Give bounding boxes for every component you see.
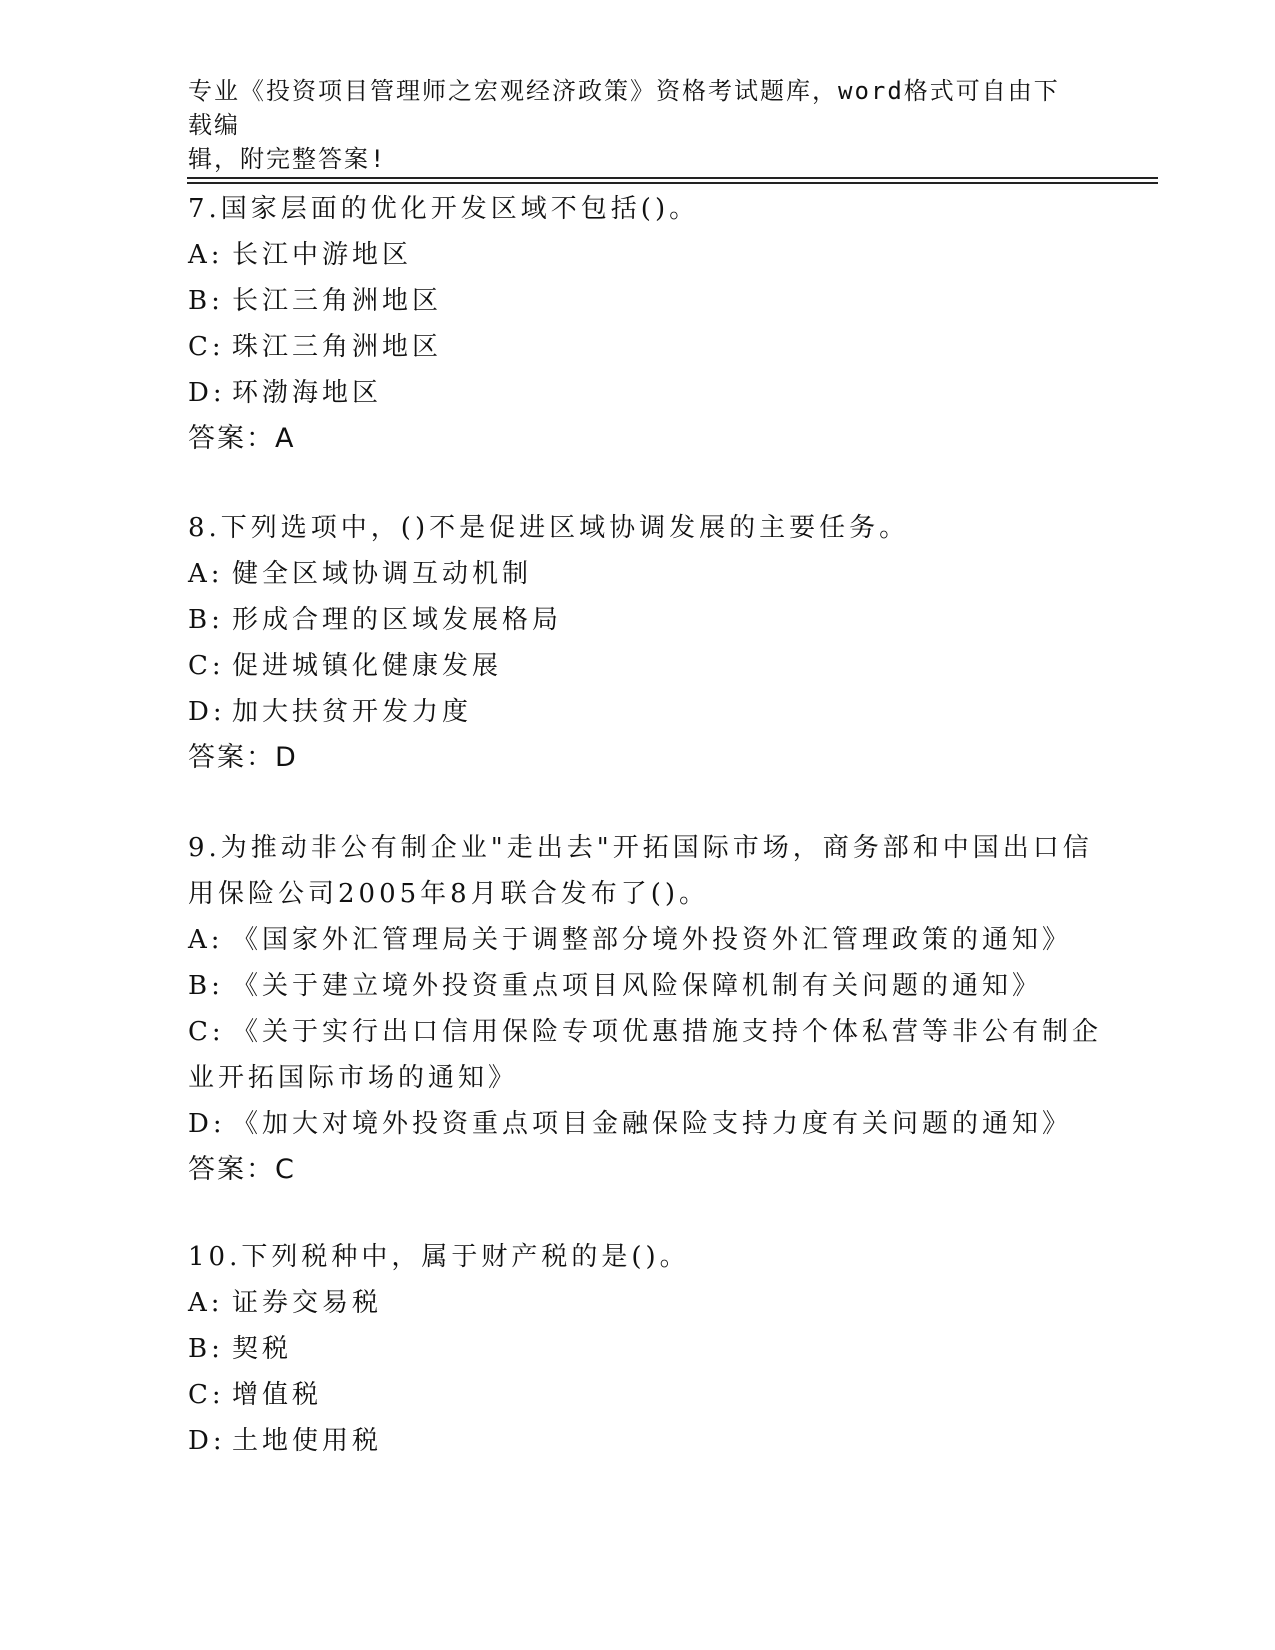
option-c (188, 1009, 1103, 1055)
option-label: D: (188, 1109, 226, 1139)
option-text: 长江三角洲地区 (232, 286, 443, 316)
option-label: C: (188, 651, 225, 681)
question-9 (188, 825, 1103, 1193)
option-label: D: (188, 697, 226, 727)
option-c-continued: 业开拓国际市场的通知》 (188, 1063, 519, 1093)
option-text: 形成合理的区域发展格局 (232, 605, 563, 635)
option-a (188, 1280, 1088, 1326)
option-b (188, 963, 1088, 1009)
option-text: 契税 (232, 1334, 293, 1364)
question-stem-line-1: 9.为推动非公有制企业"走出去"开拓国际市场，商务部和中国出口信 (188, 833, 1093, 863)
option-text: 《关于实行出口信用保险专项优惠措施支持个体私营等非公有制企 (232, 1017, 1103, 1047)
question-7 (188, 186, 1088, 462)
question-8 (188, 505, 1088, 781)
option-label: A: (188, 1288, 224, 1318)
option-b (188, 597, 1088, 643)
option-label: B: (188, 605, 224, 635)
option-label: B: (188, 971, 224, 1001)
option-text: 环渤海地区 (232, 378, 383, 408)
option-a (188, 551, 1088, 597)
question-stem-line-2: 用保险公司2005年8月联合发布了()。 (188, 879, 709, 909)
option-label: C: (188, 1380, 225, 1410)
header-line-1: 专业《投资项目管理师之宏观经济政策》资格考试题库，word格式可自由下载编 (188, 77, 1060, 139)
header-divider-bottom (187, 182, 1158, 184)
option-label: B: (188, 1334, 224, 1364)
option-text: 增值税 (232, 1380, 323, 1410)
option-text: 证券交易税 (232, 1288, 383, 1318)
document-header (188, 74, 1068, 176)
option-d (188, 1418, 1088, 1464)
option-label: A: (188, 925, 224, 955)
option-text: 珠江三角洲地区 (232, 332, 443, 362)
option-a (188, 232, 1088, 278)
option-a (188, 917, 1088, 963)
answer: 答案：C (188, 1154, 296, 1185)
option-text: 《关于建立境外投资重点项目风险保障机制有关问题的通知》 (232, 971, 1043, 1001)
option-text: 《国家外汇管理局关于调整部分境外投资外汇管理政策的通知》 (232, 925, 1073, 955)
option-c (188, 324, 1088, 370)
option-d (188, 1101, 1088, 1147)
answer: 答案：A (188, 423, 296, 454)
option-label: B: (188, 286, 224, 316)
option-c (188, 1372, 1088, 1418)
option-text: 长江中游地区 (232, 240, 413, 270)
option-b (188, 1326, 1088, 1372)
option-d (188, 689, 1088, 735)
option-label: C: (188, 332, 225, 362)
question-stem: 7.国家层面的优化开发区域不包括()。 (188, 194, 700, 224)
answer: 答案：D (188, 742, 298, 773)
question-stem: 8.下列选项中，()不是促进区域协调发展的主要任务。 (188, 513, 910, 543)
option-text: 促进城镇化健康发展 (232, 651, 503, 681)
question-10 (188, 1234, 1088, 1464)
option-b (188, 278, 1088, 324)
option-c (188, 643, 1088, 689)
option-label: D: (188, 1426, 226, 1456)
option-label: A: (188, 559, 224, 589)
option-d (188, 370, 1088, 416)
option-label: D: (188, 378, 226, 408)
option-text: 加大扶贫开发力度 (232, 697, 473, 727)
option-text: 土地使用税 (232, 1426, 383, 1456)
option-label: C: (188, 1017, 225, 1047)
header-divider-top (187, 177, 1158, 179)
question-stem: 10.下列税种中，属于财产税的是()。 (188, 1242, 690, 1272)
option-text: 健全区域协调互动机制 (232, 559, 533, 589)
option-text: 《加大对境外投资重点项目金融保险支持力度有关问题的通知》 (232, 1109, 1073, 1139)
header-line-2: 辑，附完整答案! (188, 145, 387, 173)
option-label: A: (188, 240, 224, 270)
